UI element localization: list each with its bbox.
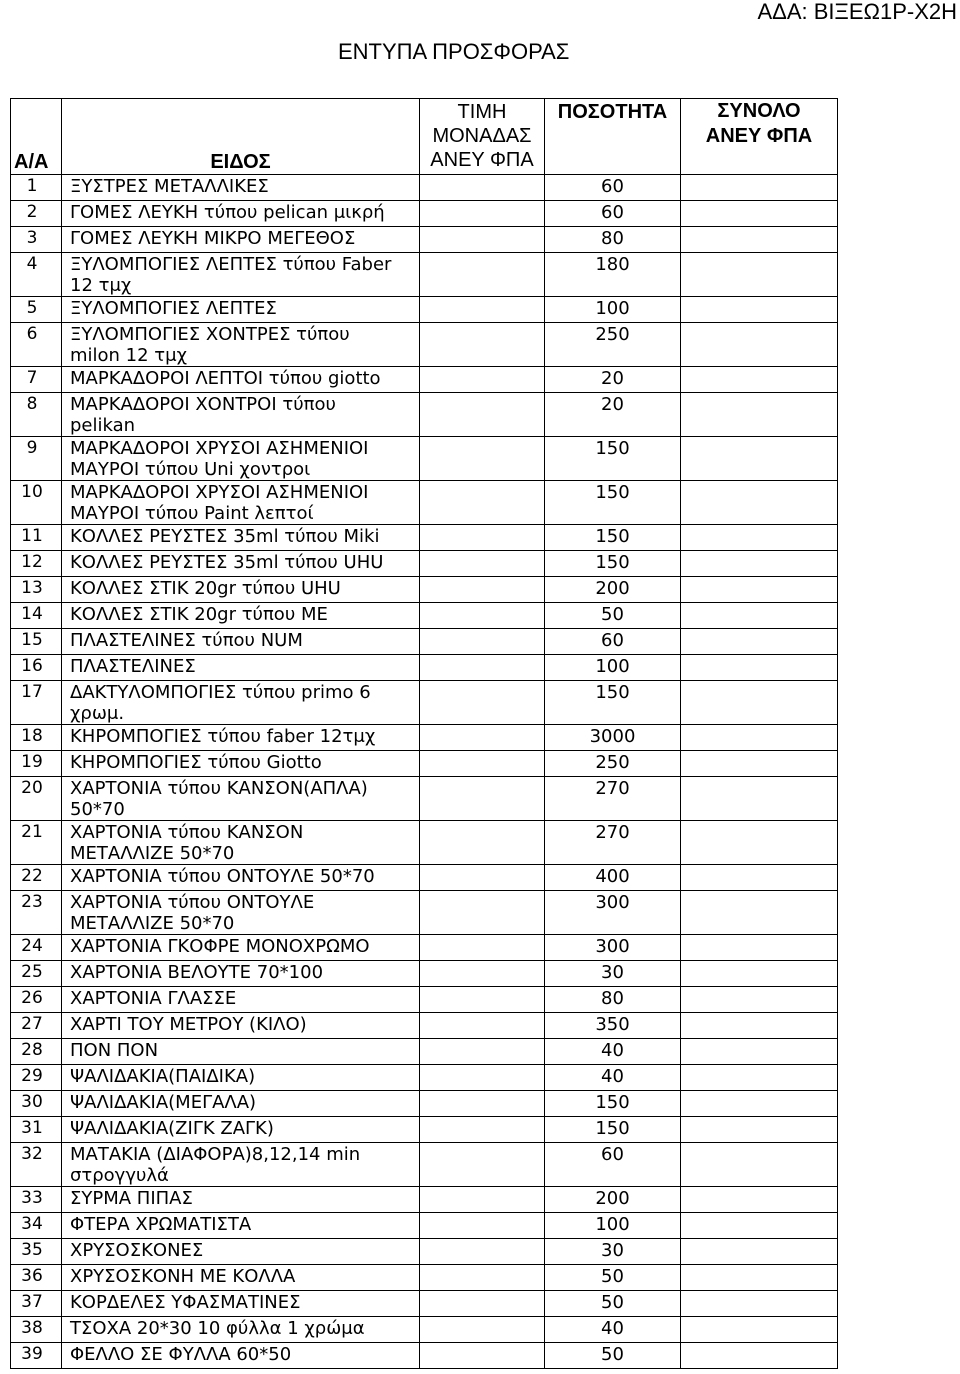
total-cell bbox=[681, 481, 838, 525]
total-cell bbox=[681, 603, 838, 629]
quantity-cell: 150 bbox=[545, 551, 681, 577]
unit-price-cell bbox=[420, 935, 545, 961]
item-description: ΜΑΤΑΚΙΑ (ΔΙΑΦΟΡΑ)8,12,14 min στρογγυλά bbox=[62, 1143, 420, 1187]
row-number: 8 bbox=[11, 393, 62, 437]
total-cell bbox=[681, 655, 838, 681]
total-cell bbox=[681, 1239, 838, 1265]
item-description: ΞΥΛΟΜΠΟΓΙΕΣ ΧΟΝΤΡΕΣ τύπου milon 12 τμχ bbox=[62, 323, 420, 367]
table-row bbox=[11, 367, 838, 393]
item-description: ΓΟΜΕΣ ΛΕΥΚΗ τύπου pelican μικρή bbox=[62, 201, 420, 227]
unit-price-cell bbox=[420, 655, 545, 681]
quantity-cell: 150 bbox=[545, 525, 681, 551]
quantity-cell: 270 bbox=[545, 821, 681, 865]
row-number: 18 bbox=[11, 725, 62, 751]
row-number: 9 bbox=[11, 437, 62, 481]
item-description: ΞΥΛΟΜΠΟΓΙΕΣ ΛΕΠΤΕΣ τύπου Faber 12 τμχ bbox=[62, 253, 420, 297]
quantity-cell: 200 bbox=[545, 577, 681, 603]
item-description: ΧΡΥΣΟΣΚΟΝΗ ΜΕ ΚΟΛΛΑ bbox=[62, 1265, 420, 1291]
table-row bbox=[11, 297, 838, 323]
total-cell bbox=[681, 253, 838, 297]
item-description: ΜΑΡΚΑΔΟΡΟΙ ΧΟΝΤΡΟΙ τύπου pelikan bbox=[62, 393, 420, 437]
item-description: ΔΑΚΤΥΛΟΜΠΟΓΙΕΣ τύπου primo 6 χρωμ. bbox=[62, 681, 420, 725]
row-number: 25 bbox=[11, 961, 62, 987]
total-cell bbox=[681, 1065, 838, 1091]
quantity-cell: 60 bbox=[545, 1143, 681, 1187]
total-cell bbox=[681, 367, 838, 393]
item-description: ΜΑΡΚΑΔΟΡΟΙ ΛΕΠΤΟΙ τύπου giotto bbox=[62, 367, 420, 393]
total-cell bbox=[681, 821, 838, 865]
item-description: ΨΑΛΙΔΑΚΙΑ(ΜΕΓΑΛΑ) bbox=[62, 1091, 420, 1117]
row-number: 17 bbox=[11, 681, 62, 725]
header-total: ΣΥΝΟΛΟ ΑΝΕΥ ΦΠΑ bbox=[681, 99, 838, 175]
table-row bbox=[11, 1065, 838, 1091]
unit-price-cell bbox=[420, 297, 545, 323]
total-cell bbox=[681, 175, 838, 201]
quantity-cell: 50 bbox=[545, 1265, 681, 1291]
table-row bbox=[11, 1317, 838, 1343]
total-cell bbox=[681, 1039, 838, 1065]
item-description: ΓΟΜΕΣ ΛΕΥΚΗ ΜΙΚΡΟ ΜΕΓΕΘΟΣ bbox=[62, 227, 420, 253]
total-cell bbox=[681, 961, 838, 987]
quantity-cell: 60 bbox=[545, 629, 681, 655]
table-row bbox=[11, 987, 838, 1013]
quantity-cell: 60 bbox=[545, 201, 681, 227]
unit-price-cell bbox=[420, 1187, 545, 1213]
unit-price-cell bbox=[420, 1039, 545, 1065]
unit-price-cell bbox=[420, 751, 545, 777]
table-row bbox=[11, 777, 838, 821]
unit-price-cell bbox=[420, 323, 545, 367]
unit-price-cell bbox=[420, 777, 545, 821]
row-number: 7 bbox=[11, 367, 62, 393]
row-number: 12 bbox=[11, 551, 62, 577]
quantity-cell: 3000 bbox=[545, 725, 681, 751]
item-description: ΠΛΑΣΤΕΛΙΝΕΣ τύπου NUM bbox=[62, 629, 420, 655]
item-description: ΨΑΛΙΔΑΚΙΑ(ΖΙΓΚ ΖΑΓΚ) bbox=[62, 1117, 420, 1143]
quantity-cell: 20 bbox=[545, 393, 681, 437]
unit-price-cell bbox=[420, 1343, 545, 1369]
quantity-cell: 300 bbox=[545, 891, 681, 935]
unit-price-cell bbox=[420, 1117, 545, 1143]
quantity-cell: 40 bbox=[545, 1317, 681, 1343]
quantity-cell: 30 bbox=[545, 1239, 681, 1265]
item-description: ΧΑΡΤΟΝΙΑ ΒΕΛΟΥΤΕ 70*100 bbox=[62, 961, 420, 987]
quantity-cell: 270 bbox=[545, 777, 681, 821]
table-row bbox=[11, 1265, 838, 1291]
item-description: ΞΥΛΟΜΠΟΓΙΕΣ ΛΕΠΤΕΣ bbox=[62, 297, 420, 323]
unit-price-cell bbox=[420, 987, 545, 1013]
table-row bbox=[11, 935, 838, 961]
row-number: 29 bbox=[11, 1065, 62, 1091]
total-cell bbox=[681, 681, 838, 725]
total-cell bbox=[681, 297, 838, 323]
item-description: ΜΑΡΚΑΔΟΡΟΙ ΧΡΥΣΟΙ ΑΣΗΜΕΝΙΟΙ ΜΑΥΡΟΙ τύπου Paint λεπτοί bbox=[62, 481, 420, 525]
row-number: 35 bbox=[11, 1239, 62, 1265]
unit-price-cell bbox=[420, 175, 545, 201]
item-description: ΧΑΡΤΟΝΙΑ ΓΚΟΦΡΕ ΜΟΝΟΧΡΩΜΟ bbox=[62, 935, 420, 961]
quantity-cell: 80 bbox=[545, 987, 681, 1013]
item-description: ΣΥΡΜΑ ΠΙΠΑΣ bbox=[62, 1187, 420, 1213]
row-number: 3 bbox=[11, 227, 62, 253]
table-row bbox=[11, 821, 838, 865]
table-body bbox=[11, 175, 838, 1369]
row-number: 11 bbox=[11, 525, 62, 551]
row-number: 21 bbox=[11, 821, 62, 865]
total-cell bbox=[681, 577, 838, 603]
item-description: ΚΟΛΛΕΣ ΣΤΙΚ 20gr τύπου UHU bbox=[62, 577, 420, 603]
row-number: 16 bbox=[11, 655, 62, 681]
unit-price-cell bbox=[420, 1291, 545, 1317]
quantity-cell: 180 bbox=[545, 253, 681, 297]
unit-price-cell bbox=[420, 1091, 545, 1117]
quantity-cell: 250 bbox=[545, 323, 681, 367]
row-number: 15 bbox=[11, 629, 62, 655]
total-cell bbox=[681, 1291, 838, 1317]
table-header-row bbox=[11, 99, 838, 175]
total-cell bbox=[681, 551, 838, 577]
item-description: ΠΛΑΣΤΕΛΙΝΕΣ bbox=[62, 655, 420, 681]
item-description: ΨΑΛΙΔΑΚΙΑ(ΠΑΙΔΙΚΑ) bbox=[62, 1065, 420, 1091]
unit-price-cell bbox=[420, 253, 545, 297]
table-row bbox=[11, 1117, 838, 1143]
row-number: 4 bbox=[11, 253, 62, 297]
total-cell bbox=[681, 1013, 838, 1039]
unit-price-cell bbox=[420, 1143, 545, 1187]
table-row bbox=[11, 681, 838, 725]
quantity-cell: 150 bbox=[545, 437, 681, 481]
item-description: ΚΗΡΟΜΠΟΓΙΕΣ τύπου Giotto bbox=[62, 751, 420, 777]
unit-price-cell bbox=[420, 577, 545, 603]
quantity-cell: 100 bbox=[545, 1213, 681, 1239]
row-number: 22 bbox=[11, 865, 62, 891]
row-number: 10 bbox=[11, 481, 62, 525]
total-cell bbox=[681, 1317, 838, 1343]
item-description: ΚΗΡΟΜΠΟΓΙΕΣ τύπου faber 12τμχ bbox=[62, 725, 420, 751]
row-number: 23 bbox=[11, 891, 62, 935]
item-description: ΚΟΛΛΕΣ ΡΕΥΣΤΕΣ 35ml τύπου UHU bbox=[62, 551, 420, 577]
unit-price-cell bbox=[420, 525, 545, 551]
total-cell bbox=[681, 1091, 838, 1117]
table-row bbox=[11, 1239, 838, 1265]
item-description: ΤΣΟΧΑ 20*30 10 φύλλα 1 χρώμα bbox=[62, 1317, 420, 1343]
header-aa: Α/Α bbox=[11, 99, 62, 175]
table-row bbox=[11, 1213, 838, 1239]
total-cell bbox=[681, 777, 838, 821]
table-row bbox=[11, 655, 838, 681]
row-number: 28 bbox=[11, 1039, 62, 1065]
unit-price-cell bbox=[420, 629, 545, 655]
table-row bbox=[11, 1291, 838, 1317]
row-number: 6 bbox=[11, 323, 62, 367]
quantity-cell: 150 bbox=[545, 1117, 681, 1143]
unit-price-cell bbox=[420, 1239, 545, 1265]
item-description: ΧΑΡΤΙ ΤΟΥ ΜΕΤΡΟΥ (ΚΙΛΟ) bbox=[62, 1013, 420, 1039]
table-row bbox=[11, 253, 838, 297]
total-cell bbox=[681, 865, 838, 891]
quantity-cell: 50 bbox=[545, 1291, 681, 1317]
unit-price-cell bbox=[420, 437, 545, 481]
unit-price-cell bbox=[420, 1065, 545, 1091]
unit-price-cell bbox=[420, 1213, 545, 1239]
total-cell bbox=[681, 891, 838, 935]
row-number: 30 bbox=[11, 1091, 62, 1117]
quantity-cell: 150 bbox=[545, 681, 681, 725]
table-row bbox=[11, 1013, 838, 1039]
total-cell bbox=[681, 1117, 838, 1143]
total-cell bbox=[681, 629, 838, 655]
total-cell bbox=[681, 935, 838, 961]
item-description: ΧΑΡΤΟΝΙΑ τύπου ΟΝΤΟΥΛΕ ΜΕΤΑΛΛΙΖΕ 50*70 bbox=[62, 891, 420, 935]
table-row bbox=[11, 577, 838, 603]
offer-table bbox=[10, 98, 838, 1369]
unit-price-cell bbox=[420, 821, 545, 865]
unit-price-cell bbox=[420, 551, 545, 577]
unit-price-cell bbox=[420, 961, 545, 987]
quantity-cell: 50 bbox=[545, 603, 681, 629]
row-number: 38 bbox=[11, 1317, 62, 1343]
page-title: ΕΝΤΥΠΑ ΠΡΟΣΦΟΡΑΣ bbox=[338, 39, 570, 64]
total-cell bbox=[681, 1265, 838, 1291]
quantity-cell: 200 bbox=[545, 1187, 681, 1213]
row-number: 31 bbox=[11, 1117, 62, 1143]
table-row bbox=[11, 201, 838, 227]
quantity-cell: 80 bbox=[545, 227, 681, 253]
item-description: ΜΑΡΚΑΔΟΡΟΙ ΧΡΥΣΟΙ ΑΣΗΜΕΝΙΟΙ ΜΑΥΡΟΙ τύπου Uni χοντροι bbox=[62, 437, 420, 481]
unit-price-cell bbox=[420, 865, 545, 891]
item-description: ΧΡΥΣΟΣΚΟΝΕΣ bbox=[62, 1239, 420, 1265]
quantity-cell: 300 bbox=[545, 935, 681, 961]
table-row bbox=[11, 751, 838, 777]
quantity-cell: 350 bbox=[545, 1013, 681, 1039]
row-number: 5 bbox=[11, 297, 62, 323]
row-number: 19 bbox=[11, 751, 62, 777]
table-row bbox=[11, 629, 838, 655]
header-unit-price: ΤΙΜΗ ΜΟΝΑΔΑΣ ΑΝΕΥ ΦΠΑ bbox=[420, 99, 545, 175]
item-description: ΚΟΛΛΕΣ ΣΤΙΚ 20gr τύπου ΜΕ bbox=[62, 603, 420, 629]
row-number: 27 bbox=[11, 1013, 62, 1039]
total-cell bbox=[681, 1213, 838, 1239]
quantity-cell: 40 bbox=[545, 1065, 681, 1091]
row-number: 20 bbox=[11, 777, 62, 821]
ada-code: ΑΔΑ: ΒΙΞΕΩ1Ρ-Χ2Η bbox=[757, 0, 957, 24]
header-item: ΕΙΔΟΣ bbox=[62, 99, 420, 175]
row-number: 36 bbox=[11, 1265, 62, 1291]
table-row bbox=[11, 323, 838, 367]
item-description: ΦΕΛΛΟ ΣΕ ΦΥΛΛΑ 60*50 bbox=[62, 1343, 420, 1369]
table-row bbox=[11, 481, 838, 525]
total-cell bbox=[681, 751, 838, 777]
quantity-cell: 60 bbox=[545, 175, 681, 201]
item-description: ΚΟΛΛΕΣ ΡΕΥΣΤΕΣ 35ml τύπου Miki bbox=[62, 525, 420, 551]
row-number: 24 bbox=[11, 935, 62, 961]
header-quantity: ΠΟΣΟΤΗΤΑ bbox=[545, 99, 681, 175]
quantity-cell: 100 bbox=[545, 297, 681, 323]
item-description: ΠΟΝ ΠΟΝ bbox=[62, 1039, 420, 1065]
unit-price-cell bbox=[420, 681, 545, 725]
table-row bbox=[11, 1187, 838, 1213]
quantity-cell: 40 bbox=[545, 1039, 681, 1065]
item-description: ΦΤΕΡΑ ΧΡΩΜΑΤΙΣΤΑ bbox=[62, 1213, 420, 1239]
table-row bbox=[11, 175, 838, 201]
total-cell bbox=[681, 1143, 838, 1187]
item-description: ΧΑΡΤΟΝΙΑ ΓΛΑΣΣΕ bbox=[62, 987, 420, 1013]
table-row bbox=[11, 725, 838, 751]
item-description: ΧΑΡΤΟΝΙΑ τύπου ΚΑΝΣΟΝ ΜΕΤΑΛΛΙΖΕ 50*70 bbox=[62, 821, 420, 865]
table-row bbox=[11, 1091, 838, 1117]
item-description: ΞΥΣΤΡΕΣ ΜΕΤΑΛΛΙΚΕΣ bbox=[62, 175, 420, 201]
quantity-cell: 100 bbox=[545, 655, 681, 681]
quantity-cell: 50 bbox=[545, 1343, 681, 1369]
item-description: ΧΑΡΤΟΝΙΑ τύπου ΟΝΤΟΥΛΕ 50*70 bbox=[62, 865, 420, 891]
item-description: ΚΟΡΔΕΛΕΣ ΥΦΑΣΜΑΤΙΝΕΣ bbox=[62, 1291, 420, 1317]
table-row bbox=[11, 227, 838, 253]
table-row bbox=[11, 393, 838, 437]
table-row bbox=[11, 961, 838, 987]
total-cell bbox=[681, 525, 838, 551]
unit-price-cell bbox=[420, 1317, 545, 1343]
row-number: 32 bbox=[11, 1143, 62, 1187]
table-head bbox=[11, 99, 838, 175]
row-number: 26 bbox=[11, 987, 62, 1013]
unit-price-cell bbox=[420, 481, 545, 525]
row-number: 13 bbox=[11, 577, 62, 603]
table-row bbox=[11, 1039, 838, 1065]
table-row bbox=[11, 525, 838, 551]
total-cell bbox=[681, 725, 838, 751]
quantity-cell: 20 bbox=[545, 367, 681, 393]
table-row bbox=[11, 437, 838, 481]
total-cell bbox=[681, 323, 838, 367]
row-number: 37 bbox=[11, 1291, 62, 1317]
table-row bbox=[11, 891, 838, 935]
row-number: 14 bbox=[11, 603, 62, 629]
quantity-cell: 400 bbox=[545, 865, 681, 891]
total-cell bbox=[681, 437, 838, 481]
table-row bbox=[11, 865, 838, 891]
row-number: 1 bbox=[11, 175, 62, 201]
quantity-cell: 250 bbox=[545, 751, 681, 777]
quantity-cell: 30 bbox=[545, 961, 681, 987]
unit-price-cell bbox=[420, 1013, 545, 1039]
total-cell bbox=[681, 1343, 838, 1369]
unit-price-cell bbox=[420, 1265, 545, 1291]
unit-price-cell bbox=[420, 201, 545, 227]
row-number: 39 bbox=[11, 1343, 62, 1369]
item-description: ΧΑΡΤΟΝΙΑ τύπου ΚΑΝΣΟΝ(ΑΠΛΑ) 50*70 bbox=[62, 777, 420, 821]
quantity-cell: 150 bbox=[545, 1091, 681, 1117]
table-row bbox=[11, 551, 838, 577]
unit-price-cell bbox=[420, 603, 545, 629]
row-number: 34 bbox=[11, 1213, 62, 1239]
total-cell bbox=[681, 1187, 838, 1213]
unit-price-cell bbox=[420, 393, 545, 437]
table-row bbox=[11, 1343, 838, 1369]
row-number: 2 bbox=[11, 201, 62, 227]
unit-price-cell bbox=[420, 367, 545, 393]
total-cell bbox=[681, 201, 838, 227]
unit-price-cell bbox=[420, 725, 545, 751]
total-cell bbox=[681, 393, 838, 437]
table-row bbox=[11, 603, 838, 629]
table-row bbox=[11, 1143, 838, 1187]
quantity-cell: 150 bbox=[545, 481, 681, 525]
total-cell bbox=[681, 227, 838, 253]
unit-price-cell bbox=[420, 891, 545, 935]
row-number: 33 bbox=[11, 1187, 62, 1213]
unit-price-cell bbox=[420, 227, 545, 253]
total-cell bbox=[681, 987, 838, 1013]
